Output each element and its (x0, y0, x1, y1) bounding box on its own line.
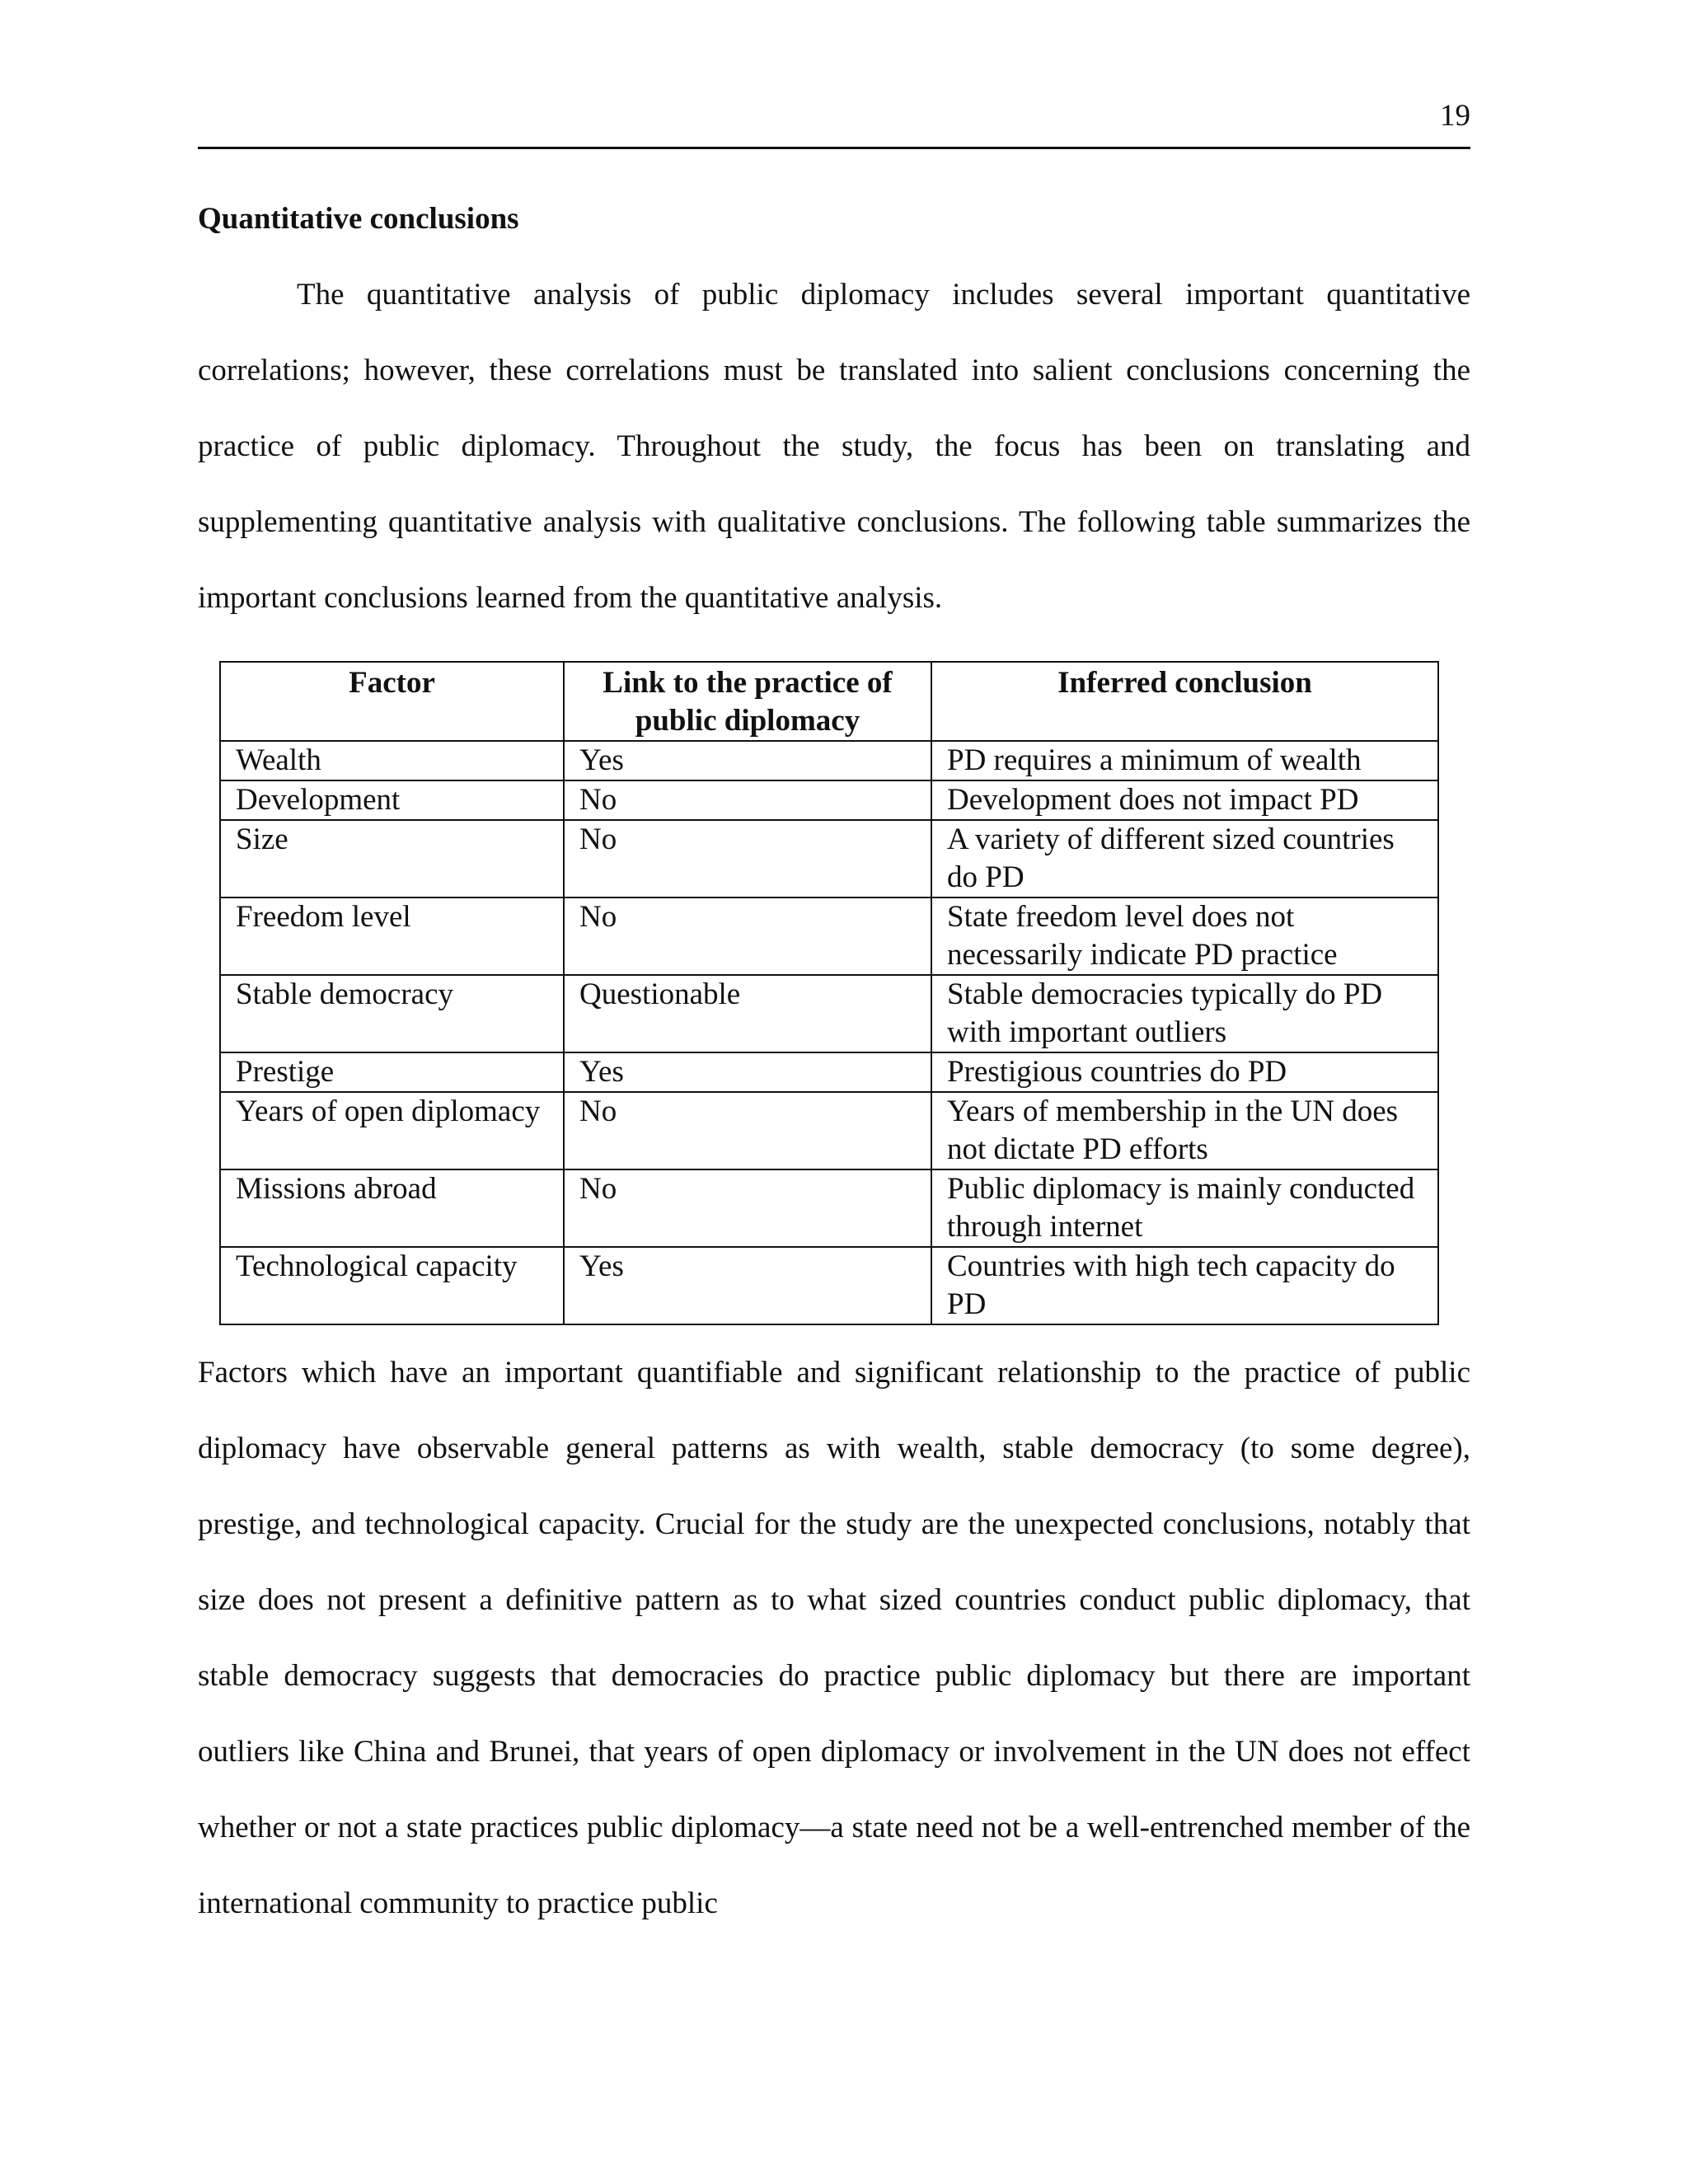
cell-link: Yes (564, 1052, 931, 1092)
header-link: Link to the practice of public diplomacy (564, 662, 931, 741)
cell-link: No (564, 820, 931, 898)
cell-conclusion: Development does not impact PD (931, 780, 1438, 820)
table-row (220, 741, 1438, 780)
cell-link: Yes (564, 741, 931, 780)
cell-conclusion: State freedom level does not necessarily indicate PD practice (931, 898, 1438, 975)
page-number: 19 (1440, 99, 1470, 133)
intro-paragraph: The quantitative analysis of public diplomacy includes several important quantitative correlations; however, these correlations must be translated into salient conclusions concerning the practice of public diplomacy. Throughout the study, the focus has been on translating and supplementing quantitative analysis with qualitative conclusions. The following table summarizes the important conclusions learned from the quantitative analysis. (198, 278, 1470, 615)
cell-link: No (564, 1169, 931, 1247)
header-rule (198, 147, 1470, 149)
table-row (220, 1052, 1438, 1092)
table-row (220, 898, 1438, 975)
cell-factor: Technological capacity (220, 1247, 564, 1324)
cell-link: Questionable (564, 975, 931, 1052)
cell-conclusion: Public diplomacy is mainly conducted through internet (931, 1169, 1438, 1247)
cell-conclusion: Stable democracies typically do PD with important outliers (931, 975, 1438, 1052)
cell-factor: Years of open diplomacy (220, 1092, 564, 1169)
cell-conclusion: Years of membership in the UN does not dictate PD efforts (931, 1092, 1438, 1169)
cell-conclusion: Countries with high tech capacity do PD (931, 1247, 1438, 1324)
cell-factor: Stable democracy (220, 975, 564, 1052)
cell-factor: Freedom level (220, 898, 564, 975)
table-row (220, 820, 1438, 898)
conclusions-table (219, 661, 1439, 1325)
cell-link: Yes (564, 1247, 931, 1324)
table-row (220, 1169, 1438, 1247)
section-heading: Quantitative conclusions (198, 202, 519, 236)
cell-conclusion: A variety of different sized countries do PD (931, 820, 1438, 898)
table-row (220, 975, 1438, 1052)
cell-conclusion: Prestigious countries do PD (931, 1052, 1438, 1092)
cell-factor: Missions abroad (220, 1169, 564, 1247)
cell-factor: Prestige (220, 1052, 564, 1092)
cell-link: No (564, 780, 931, 820)
header-factor: Factor (220, 662, 564, 741)
table-row (220, 780, 1438, 820)
table-row (220, 1092, 1438, 1169)
cell-factor: Size (220, 820, 564, 898)
cell-factor: Development (220, 780, 564, 820)
analysis-paragraph: Factors which have an important quantifiable and significant relationship to the practice of public diplomacy have observable general patterns as with wealth, stable democracy (to some degree), prestige, and technological capacity. Crucial for the study are the unexpected conclusions, notably that size does not present a definitive pattern as to what sized countries conduct public diplomacy, that stable democracy suggests that democracies do practice public diplomacy but there are important outliers like China and Brunei, that years of open diplomacy or involvement in the UN does not effect whether or not a state practices public diplomacy—a state need not be a well-entrenched member of the international community to practice public (198, 1356, 1470, 1920)
header-conclusion: Inferred conclusion (931, 662, 1438, 741)
cell-link: No (564, 1092, 931, 1169)
cell-conclusion: PD requires a minimum of wealth (931, 741, 1438, 780)
table-header-row (220, 662, 1438, 741)
cell-link: No (564, 898, 931, 975)
table-row (220, 1247, 1438, 1324)
cell-factor: Wealth (220, 741, 564, 780)
